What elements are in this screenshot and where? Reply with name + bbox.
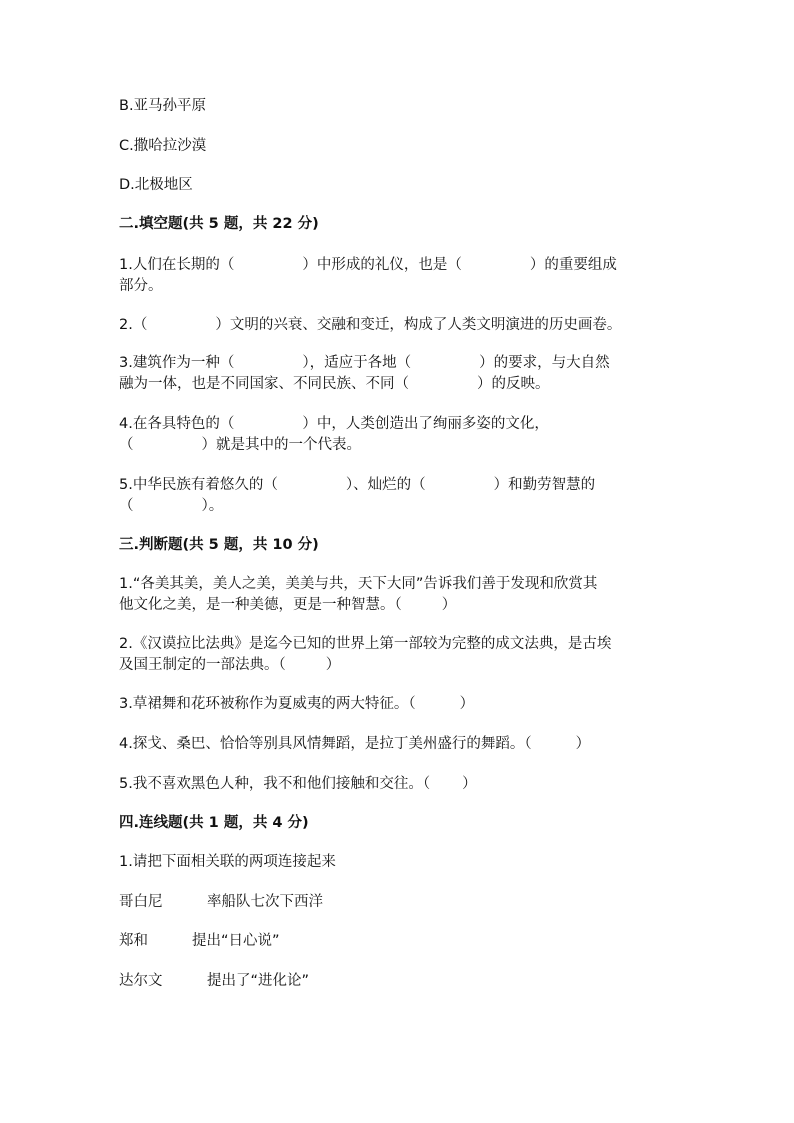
match-row-1 [119, 892, 323, 912]
jq1-part-3: ） [441, 597, 457, 613]
q1-part-1: 1.人们在长期的（ [119, 257, 235, 273]
judge-question-3 [119, 694, 474, 714]
option-c: C.撒哈拉沙漠 [119, 138, 207, 154]
jq1-part-2: 他文化之美，是一种美德，更是一种智慧。（ [119, 597, 402, 613]
q3-part-3: ）的要求，与大自然 [479, 355, 610, 371]
jq4-part-2: ） [575, 736, 591, 752]
match-left-2: 郑和 [119, 933, 148, 949]
fill-question-5-line-2 [119, 496, 223, 516]
judge-question-1-line-1: 1.“各美其美，美人之美，美美与共，天下大同”告诉我们善于发现和欣赏其 [119, 576, 598, 592]
q5-part-4: （ [119, 498, 134, 514]
jq2-part-3: ） [325, 657, 341, 673]
section-4-title: 四.连线题(共 1 题，共 4 分) [119, 815, 309, 831]
q4-part-4: ）就是其中的一个代表。 [201, 437, 361, 453]
judge-question-2-line-2 [119, 655, 340, 675]
fill-question-4-line-1 [119, 414, 549, 434]
match-right-2: 提出“日心说” [192, 933, 280, 949]
match-left-1: 哥白尼 [119, 894, 163, 910]
judge-question-4 [119, 734, 590, 754]
q1-part-2: ）中形成的礼仪，也是（ [302, 257, 462, 273]
fill-question-1-line-1 [119, 255, 617, 275]
fill-question-3-line-2 [119, 374, 550, 394]
q5-part-2: ）、灿烂的（ [345, 477, 426, 493]
judge-question-2-line-1: 2.《汉谟拉比法典》是迄今已知的世界上第一部较为完整的成文法典，是古埃 [119, 636, 612, 652]
q5-part-5: ）。 [201, 498, 224, 514]
q1-part-3: ）的重要组成 [529, 257, 617, 273]
match-question-1: 1.请把下面相关联的两项连接起来 [119, 854, 336, 870]
q4-part-1: 4.在各具特色的（ [119, 416, 235, 432]
fill-question-5-line-1 [119, 475, 595, 495]
fill-question-4-line-2 [119, 435, 361, 455]
judge-question-5 [119, 774, 477, 794]
section-2-title: 二.填空题(共 5 题，共 22 分) [119, 216, 319, 232]
match-right-3: 提出了“进化论” [207, 973, 310, 989]
q5-part-1: 5.中华民族有着悠久的（ [119, 477, 278, 493]
jq5-part-2: ） [462, 776, 477, 792]
jq5-part-1: 5.我不喜欢黑色人种，我不和他们接触和交往。（ [119, 776, 431, 792]
q3-part-4: 融为一体，也是不同国家、不同民族、不同（ [119, 376, 409, 392]
match-row-2 [119, 931, 280, 951]
q4-part-2: ）中，人类创造出了绚丽多姿的文化， [302, 416, 549, 432]
section-3-title: 三.判断题(共 5 题，共 10 分) [119, 537, 319, 553]
match-left-3: 达尔文 [119, 973, 163, 989]
match-row-3 [119, 971, 309, 991]
option-b: B.亚马孙平原 [119, 98, 207, 114]
match-right-1: 率船队七次下西洋 [207, 894, 323, 910]
fill-question-2 [119, 315, 621, 335]
q4-part-3: （ [119, 437, 134, 453]
fill-question-1-line-2: 部分。 [119, 278, 163, 294]
q3-part-2: ），适应于各地（ [302, 355, 412, 371]
q2-part-1: 2.（ [119, 317, 148, 333]
q3-part-1: 3.建筑作为一种（ [119, 355, 235, 371]
q5-part-3: ）和勤劳智慧的 [493, 477, 596, 493]
q3-part-5: ）的反映。 [477, 376, 550, 392]
jq3-part-2: ） [459, 696, 475, 712]
jq4-part-1: 4.探戈、桑巴、恰恰等别具风情舞蹈，是拉丁美州盛行的舞蹈。（ [119, 736, 532, 752]
option-d: D.北极地区 [119, 177, 193, 193]
judge-question-1-line-2 [119, 595, 456, 615]
fill-question-3-line-1 [119, 353, 610, 373]
jq3-part-1: 3.草裙舞和花环被称作为夏威夷的两大特征。（ [119, 696, 416, 712]
q2-part-2: ）文明的兴衰、交融和变迁，构成了人类文明演进的历史画卷。 [215, 317, 622, 333]
jq2-part-2: 及国王制定的一部法典。（ [119, 657, 286, 673]
